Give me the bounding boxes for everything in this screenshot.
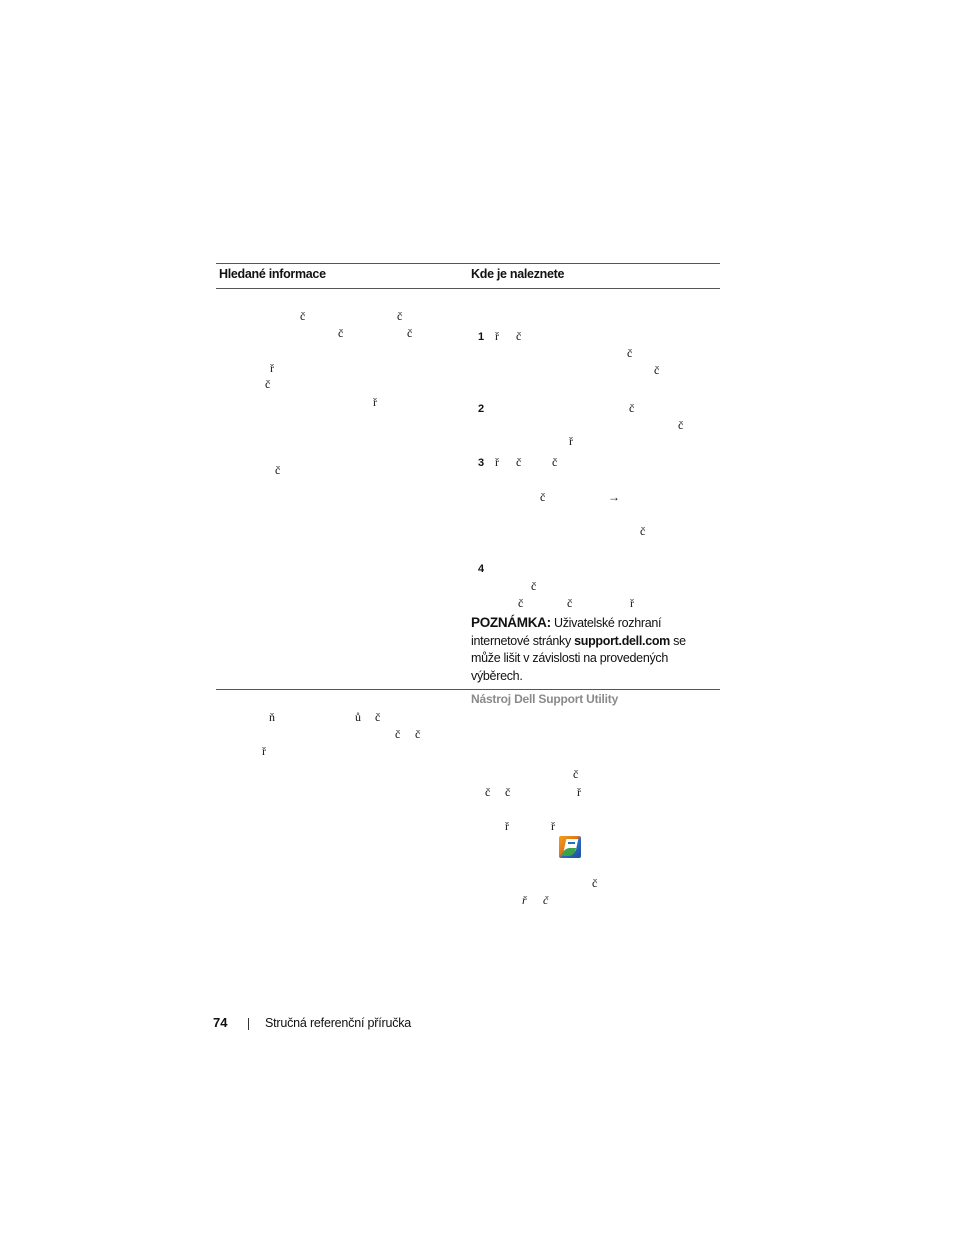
row1-left-glyph: č: [265, 377, 271, 391]
row2-left-glyph: ř: [262, 744, 266, 758]
row1-left-glyph: č: [397, 309, 403, 323]
tool-title: Nástroj Dell Support Utility: [471, 692, 619, 706]
row2-right-glyph: č: [592, 876, 598, 890]
step-glyph: ř: [569, 434, 573, 448]
row2-right-glyph: č: [505, 785, 511, 799]
row2-right-glyph: ř: [522, 893, 527, 907]
step-glyph: ř: [495, 455, 499, 469]
row2-left-glyph: ň: [269, 710, 275, 724]
row2-right-glyph: ř: [505, 819, 509, 833]
column-header-right: Kde je naleznete: [471, 267, 565, 281]
row2-right-glyph: č: [543, 893, 549, 907]
row1-left-glyph: č: [338, 326, 344, 340]
step-number: 2: [478, 403, 485, 415]
note-block: [471, 614, 706, 685]
step-glyph: č: [640, 524, 646, 538]
row2-left-glyph: č: [415, 727, 421, 741]
column-header-left: Hledané informace: [219, 267, 326, 281]
row2-left-glyph: č: [375, 710, 381, 724]
step-number: 3: [478, 457, 485, 469]
step-number: 1: [478, 331, 485, 343]
row1-left-glyph: ř: [373, 395, 377, 409]
row1-left-glyph: ř: [270, 361, 274, 375]
step-glyph: č: [531, 579, 537, 593]
step-number: 4: [478, 563, 485, 575]
arrow-glyph: →: [608, 490, 620, 504]
table-header-rule: [216, 288, 720, 289]
row1-left-glyph: č: [300, 309, 306, 323]
step-glyph: č: [678, 418, 684, 432]
support-link[interactable]: support.dell.com: [574, 633, 670, 648]
step-glyph: č: [567, 596, 573, 610]
row2-right-glyph: ř: [577, 785, 581, 799]
note-label: POZNÁMKA:: [471, 615, 551, 630]
step-glyph: č: [518, 596, 524, 610]
step-glyph: č: [629, 401, 635, 415]
row1-left-glyph: č: [275, 463, 281, 477]
table-top-rule: [216, 263, 720, 264]
footer-title: Stručná referenční příručka: [265, 1016, 412, 1030]
dell-support-utility-icon[interactable]: [559, 836, 581, 858]
row1-left-glyph: č: [407, 326, 413, 340]
row2-right-glyph: č: [485, 785, 491, 799]
row2-right-glyph: č: [573, 767, 579, 781]
step-glyph: č: [627, 346, 633, 360]
step-glyph: č: [540, 490, 546, 504]
page-number: 74: [213, 1015, 228, 1030]
step-glyph: č: [552, 455, 558, 469]
row2-left-glyph: ů: [355, 710, 361, 724]
row2-right-glyph: ř: [551, 819, 555, 833]
note-text-end: se může lišit v závislosti na provedených výběrech.: [471, 633, 686, 683]
step-glyph: ř: [630, 596, 634, 610]
footer-divider: [248, 1018, 249, 1030]
step-glyph: č: [516, 329, 522, 343]
step-glyph: ř: [495, 329, 499, 343]
step-glyph: č: [654, 363, 660, 377]
row2-left-glyph: č: [395, 727, 401, 741]
table-row-divider: [216, 689, 720, 690]
step-glyph: č: [516, 455, 522, 469]
note-text: Uživatelské rozhraní internetové stránky: [471, 616, 662, 648]
